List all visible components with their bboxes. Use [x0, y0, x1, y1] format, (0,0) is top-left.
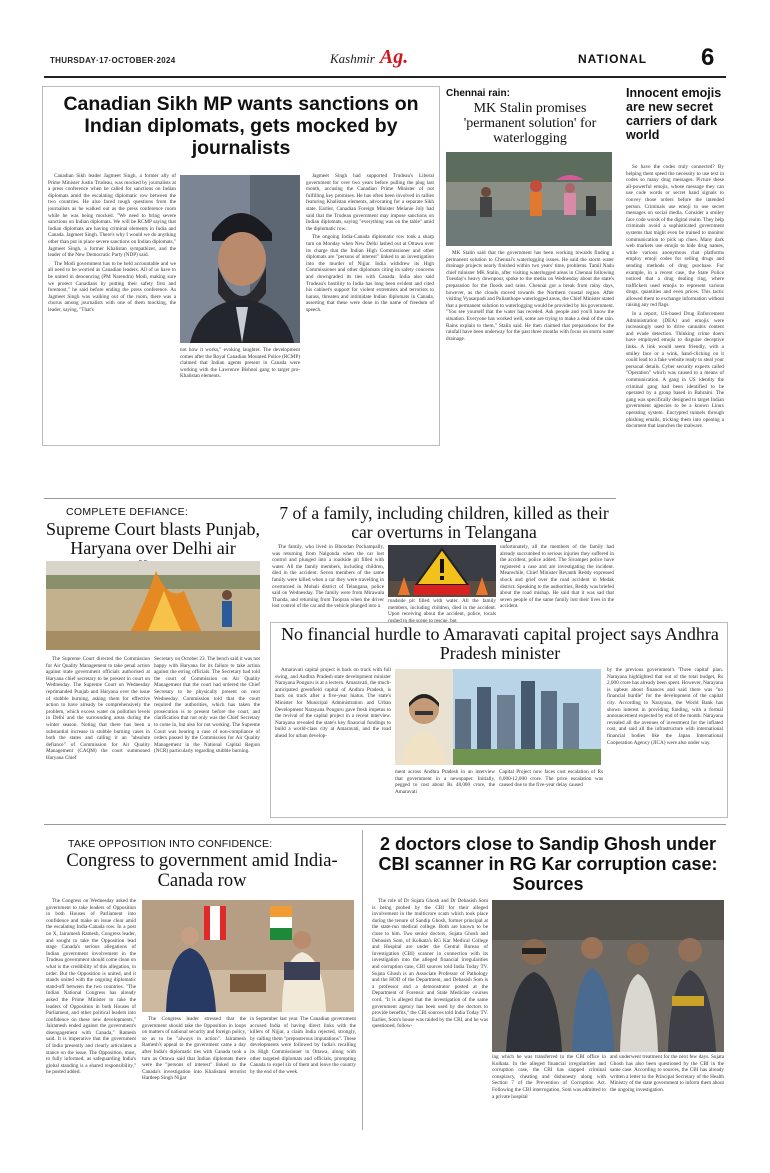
stubble-burning-illustration	[46, 561, 260, 650]
paragraph: unfortunately, all the members of the family had already succumbed to serious injuries they suffered in the accident, police added. The Sivampet police have registered a case and are investigating the incident. Meanwhile, Chief Minister Revanth Reddy expressed shock and grief over the road accident in Medak district. Speaking to the authorities, Reddy was briefed about the road mishap. He said that it was sad that seven people of the same family lost their lives in the accident.	[500, 544, 614, 610]
article-column	[388, 598, 496, 624]
article-column	[499, 769, 603, 815]
article-column	[275, 667, 391, 815]
masthead-rule	[44, 76, 726, 78]
article-column	[46, 898, 136, 1130]
article-column	[48, 173, 176, 441]
story-emojis	[622, 86, 726, 606]
page-number: 6	[701, 44, 715, 71]
photo-rg-kar-doctors	[492, 900, 724, 1052]
headline: Congress to government amid India-Canada row	[66, 851, 338, 891]
headline: MK Stalin promises 'permanent solution' for waterlogging	[463, 101, 597, 146]
article-column	[46, 656, 150, 818]
article-column	[306, 173, 434, 441]
headline: No financial hurdle to Amaravati capital project says Andhra Pradesh minister	[281, 624, 719, 663]
paragraph: So have the codes truly connected? By helping them speed the necessity to use text in codes so many drug messages. Picture these all-powerful emojis, whose message they can use code words or secret hand signals to convey those orders before the intended person. Criminals use emoji to use secret messages on social media. Consider a smiley face code words of the digital realm. They help criminals avoid a sophisticated government systems that might even be trained to monitor communication to pick up clues. Many dark web markets use emojis to hide drug names, while various anonymous chat platforms employ emoji codes for selling drugs and sending methods of drug purchase. For example, in a recent case, the State Police noticed that a drug dealing ring, where traffickers used emojis to represent various drugs, quantities and even prices. This tactic allowed them to exchange information without raising any red flags.	[626, 164, 724, 309]
paragraph: The ongoing India-Canada diplomatic row took a sharp turn on Monday when New Delhi lashed out at Ottawa over its charge that the Indian High Commissioner and other diplomats are "persons of interest" linked to an investigation into the murder of Nijjar. India withdrew its High Commissioner and other diplomats citing its safety concerns and downgraded its ties with Canada. India also said Trudeau's hostility to India has long been evident and cited his cabinet's support for violent extremists and terrorists to harass, threaten and intimidate Indian diplomats in Canada, asserting that these were done in the name of freedom of speech.	[306, 234, 434, 313]
paragraph: Amaravati capital project is back on track with full swing, and Andhra Pradesh state development minister Narayana Ponguru is at a lectern. Amaravati, the much-anticipated greenfield capital of Andhra Pradesh, is back on track after a five-year hiatus. The state's Minister for Municipal Administration and Urban Development Narayana Ponguru gave fresh impetus to the revival of the capital project in a recent interview. Narayana revealed the state's key financial fundings to build a world-class city at Amaravati, and the road ahead for urban develop-	[275, 667, 391, 739]
article-column	[626, 164, 724, 684]
article-column	[180, 347, 300, 439]
article-column	[372, 898, 488, 1130]
photo-accident-sign	[388, 545, 496, 597]
kicker: TAKE OPPOSITION INTO CONFIDENCE:	[68, 838, 273, 850]
paragraph: roadside pit filled with water. All the family members, including children, died in the accident. Upon receiving about the accident, police, locals rushed to the scene to rescue, but	[388, 598, 496, 624]
article-column	[142, 1016, 246, 1130]
paragraph: not how it works," evoking laughter. The development comes after the Royal Canadian Mounted Police (RCMP) claimed that Indian agents present in Canada were working with the Lawrence Bishnoi gang to target pro-Khalistan elements.	[180, 347, 300, 380]
column-divider	[362, 830, 363, 1130]
paragraph: by the previous government's 'Three capital' plan. Narayana highlighted that out of the total budget, Rs 2,000 crore has already been spent. However, Narayana is upbeat about finances and said there was "no financial hurdle" for the development of the capital city. According to Narayana, the World Bank has shown interest in providing funding, with a formal announcement expected by end of the month. Narayana revealed all the avenues of investment for the inflated cost, and said all the infrastructure with international financial bodies like the Japan International Cooperation Agency (JICA) were also under way.	[607, 667, 723, 746]
photo-amaravati	[395, 669, 601, 765]
paragraph: and underwent treatment for the next few days. Sujata Ghosh has also been questioned by the CBI in the same case. According to sources, the CBI has already written a letter to the Principal Secretary of the Health Ministry of the state government to inform them about the ongoing investigation.	[610, 1054, 724, 1093]
paragraph: The role of Dr Sujata Ghosh and Dr Debasish Som is being probed by the CBI for their alleged involvement in the multicrore scam which took place during the tenure of Sandip Ghosh, former principal at the state-run medical college. Both are known to be close to him. Two senior doctors, Sujata Ghosh and Debasish Som, of Kolkata's RG Kar Medical College and Hospital are under the Central Bureau of Investigation (CBI) scanner in connection with its investigation into the alleged financial irregularities and corruption case, CBI sources told India Today TV. Sujata Ghosh is an Associate Professor of Pathology and the HOD of the Department, and Debasish Som is a professor and a demonstrator posted at the Department of Forensic and State Medicine courses cord. "It is alleged that the investigation of the same government agency has been used by the doctors to provide benefits," the CBI sources told India Today TV. Earlier, Som's house was raided by the CBI, and he was questioned, follow-	[372, 898, 488, 1030]
paragraph: The Congress leader stressed that the government should take the Opposition in loops on matters of national security and foreign policy, so as to be "always in action". Jairamesh Ramesh's appeal to the government came a day after India's diplomatic ties with Canada took a turn as Ottawa said that Indian diplomats there were the "persons of interest" linked to the Canada's investigation into Khalistani terrorist Hardeep Singh Nijjar	[142, 1016, 246, 1082]
newspaper-logo	[330, 46, 430, 72]
paragraph: Jagmeet Singh had supported Trudeau's Liberal government for over two years before pulling the plug last month, accusing the Canadian Prime Minister of not fulfilling key promises. He has often been involved in rallies featuring Khalistan elements, advocating for a separate Sikh state. Earlier, Canadian Foreign Minister Melanie Joly had said that the Trudeau government may impose sanctions on Indian diplomats, saying "everything was on the table" amid the diplomatic row.	[306, 173, 434, 232]
paragraph: Canadian Sikh leader Jagmeet Singh, a former ally of Prime Minister Justin Trudeau, was mocked by journalists at a press conference when he called for sanctions on Indian diplomats amid the escalating diplomatic row between the two countries. He also faced tough questions from the journalists as he walked out as the press conference room while he was being mocked. "We need to bring severe sanctions on Indian diplomats. We will be RCMP saying that Indian diplomats are having criminal elements in India and Canada. Jagmeet Singh. There's why I would we do anything other than put in place severe sanctions on Indian diplomats," Jagmeet Singh, a former Khalistan sympathizer, and the leader of the New Democratic Party (NDP) said.	[48, 173, 176, 259]
paragraph: Capital Project now faces cost escalation of Rs 6,000-12,000 crore. The price escalation was caused due to the five-year delay caused	[499, 769, 603, 789]
article-column	[272, 544, 384, 624]
logo-ag: Ag.	[379, 46, 409, 68]
article-column	[395, 769, 495, 815]
kicker: COMPLETE DEFIANCE:	[66, 506, 189, 518]
story-sikh-mp	[42, 86, 440, 446]
section-label: NATIONAL	[578, 52, 648, 66]
headline: Innocent emojis are new secret carriers of dark world	[626, 86, 722, 142]
logo-kashmir: Kashmir	[330, 51, 375, 66]
story-chennai-rain	[444, 86, 616, 264]
headline: Supreme Court blasts Punjab, Haryana over Delhi air	[46, 519, 260, 558]
story-amaravati	[270, 622, 728, 818]
article-column	[610, 1054, 724, 1130]
article-column	[250, 1016, 356, 1130]
portrait-illustration	[180, 175, 300, 343]
accident-sign-illustration	[388, 545, 496, 597]
paragraph: The Modi government has to be held accountable and we all need to be worried as Canadian leaders. All of us have to be united in denouncing (PM Narendra) Modi, making sure we protect Canadians by putting their safety first and foremost," he said before ending the press conference. As Jagmeet Singh was walking out of the room, there was a chorus among journalists with one of them mocking, the leader, saying, "That's	[48, 260, 176, 313]
article-column	[446, 250, 614, 380]
paragraph: in September last year. The Canadian government accused India of having direct links with the killers of Nijjar, a claim India rejected, strongly, by calling them "preposterous imputations". These developments were followed by India's recalling its High Commissioner in Ottawa, along with other targeted diplomats and officials, prompting Canada to expel six of them and leave the country by the end of the week.	[250, 1016, 356, 1075]
rg-kar-illustration	[492, 900, 724, 1052]
paragraph: In a report, US-based Drug Enforcement Administration (DEA) and emojis were increasingly used to drive cannabis content and evade detection. Thinking crime doers have employed emojis to disguise deceptive links. A link would seem friendly, with a smiley face or a wink, hand-clicking on it could lead to a fake website ready to steal your personal details. Cyber security experts called "Operation" which was caused to a means of communication. A gang in US identity the criminal gang had been identified to be operated by a group based in Bahraini. The gang was specifically designed to target Indian government agencies to be a known Linux operating system. Encrypted tunnels through phishing emails, tricking them into opening a document that launches the malware.	[626, 311, 724, 430]
headline: 7 of a family, including children, killed as their car overturns in Telangana	[279, 503, 609, 542]
paragraph: MK Stalin said that the government has been working towards finding a permanent solution to Chennai's waterlogging issues. He said the storm water drainage projects nearly finished within two years' time, problems. Tamil Nadu chief minister MK Stalin, after visiting waterlogged areas in Chennai following Tuesday's heavy downpour, spoke to the media on Wednesday about the state's preparation for the floods and rains. Chennai got a break from rainy days, however, as the clouds moved towards the Northern coastal region. After visiting Vyasarpadi and Pulianthope waterlogged areas, the Chief Minister stated that a permanent solution to waterlogging would be provided by his government. "You see yourself that the water has receded. Ask people and you'll know the situation. Everyone has worked well, some are trying to make a deal of the rain. Rains explain to them," Stalin said. He then claimed that preparations for the rainfall have been underway for the past three months with focus on storm water drainage.	[446, 250, 614, 342]
photo-trudeau-modi	[142, 900, 354, 1012]
article-column	[500, 544, 614, 624]
kicker: Chennai rain:	[446, 88, 510, 99]
paragraph: ment across Andhra Pradesh in an interview that government in a newspaper. Initially, pegged to cost about Rs 48,000 crore, the Amaravati	[395, 769, 495, 795]
photo-waterlogging	[446, 152, 612, 246]
paragraph: Secretary on October 23. The bench said it was not happy with Haryana for its failure to take action against the erring officials. The Secretary had told the court of Commission on Air Quality Management that the court had ordered the Chief Secretary to be physically present on next Wednesday. Commission told that the court required the authorities, which has taken the prosecution is to present before the court, and clarification that not only was the Chief Secretary to come in, but also for not working. The Supreme Court was hearing a case of non-compliance of orders passed by the Commission for Air Quality Management in the National Capital Region (NCR) particularly regarding stubble burning.	[154, 656, 260, 755]
photo-stubble-burning	[46, 561, 260, 650]
paragraph: ing which he was transferred to the CBI office in Kolkata. In the alleged financial irregularities and corruption case, the CBI has slapped criminal conspiracy, cheating and dishonesty along with Section 7 of the Prevention of Corruption Act. Following the CBI interrogation, Som was admitted to a private hospital	[492, 1054, 606, 1100]
paragraph: The Congress on Wednesday asked the government to take leaders of Opposition in both Houses of Parliament into confidence and make an issue clear amid the escalating India-Canada row. In a post on X, Jairamesh Ramesh, Congress leader, and sought to take the Opposition lead stage Canada's serious allegations of Indian government involvement in the Trudeau government should come clean on what is the credibility of this allegation, in order. But the Opposition is united, and it stands united with the ongoing diplomatic stand-off between the two countries. "The Indian National Congress has already asked the Prime Minister to take the leaders of Opposition in both Houses of Parliament, and other political leaders into confidence on these new developments," Jairamesh ended against the government's disengagement with Canada," Ramesh said. It is imperative that the government of India presently and clearly articulates a stance on the issue. The Opposition, must, to fully informed, as safeguarding India's global standing is a shared responsibility," he posted added.	[46, 898, 136, 1076]
trudeau-modi-illustration	[142, 900, 354, 1012]
date-line: THURSDAY·17·OCTOBER·2024	[50, 56, 176, 65]
article-column	[154, 656, 260, 818]
paragraph: The Supreme Court directed the Commission for Air Quality Management to take penal action against state government officials authorised at Haryana chief secretary to be present in court on Wednesday. The Supreme Court on Wednesday reprimanded Punjab and Haryana over the issue of stubble burning, asking them for effective action to have already be comprehensively the problem, which excess water on pollution levels in Delhi and the surrounding areas during the winter season. Noting that there has been a substantial increase in stubble burning cases in both the states and calling it an "absolute defiance" of Commission for Air Quality Management (CAQM) the court summoned Haryana Chief	[46, 656, 150, 761]
headline: 2 doctors close to Sandip Ghosh under CBI scanner in RG Kar corruption case: Sources	[378, 834, 718, 894]
divider	[44, 498, 616, 499]
photo-jagmeet-singh	[180, 175, 300, 343]
paragraph: The family, who lived in Bhoodan Pochampally, was returning from Nalgonda when the car lost control and plunged into a roadside pit filled with water. All the family members, including children, died in the accident. Seven members of the same family were killed when a car they were travelling in overturned in Mohali district of Telangana, police said on Wednesday. The family were from Mirawala Thanda, and returning from Toopran when the driver lost control of the car and the vehicle plunged into a	[272, 544, 384, 610]
amaravati-illustration	[395, 669, 601, 765]
waterlogging-illustration	[446, 152, 612, 246]
article-column	[607, 667, 723, 815]
divider	[44, 824, 726, 825]
article-column	[492, 1054, 606, 1130]
headline: Canadian Sikh MP wants sanctions on Indian diplomats, gets mocked by journalists	[63, 93, 419, 159]
